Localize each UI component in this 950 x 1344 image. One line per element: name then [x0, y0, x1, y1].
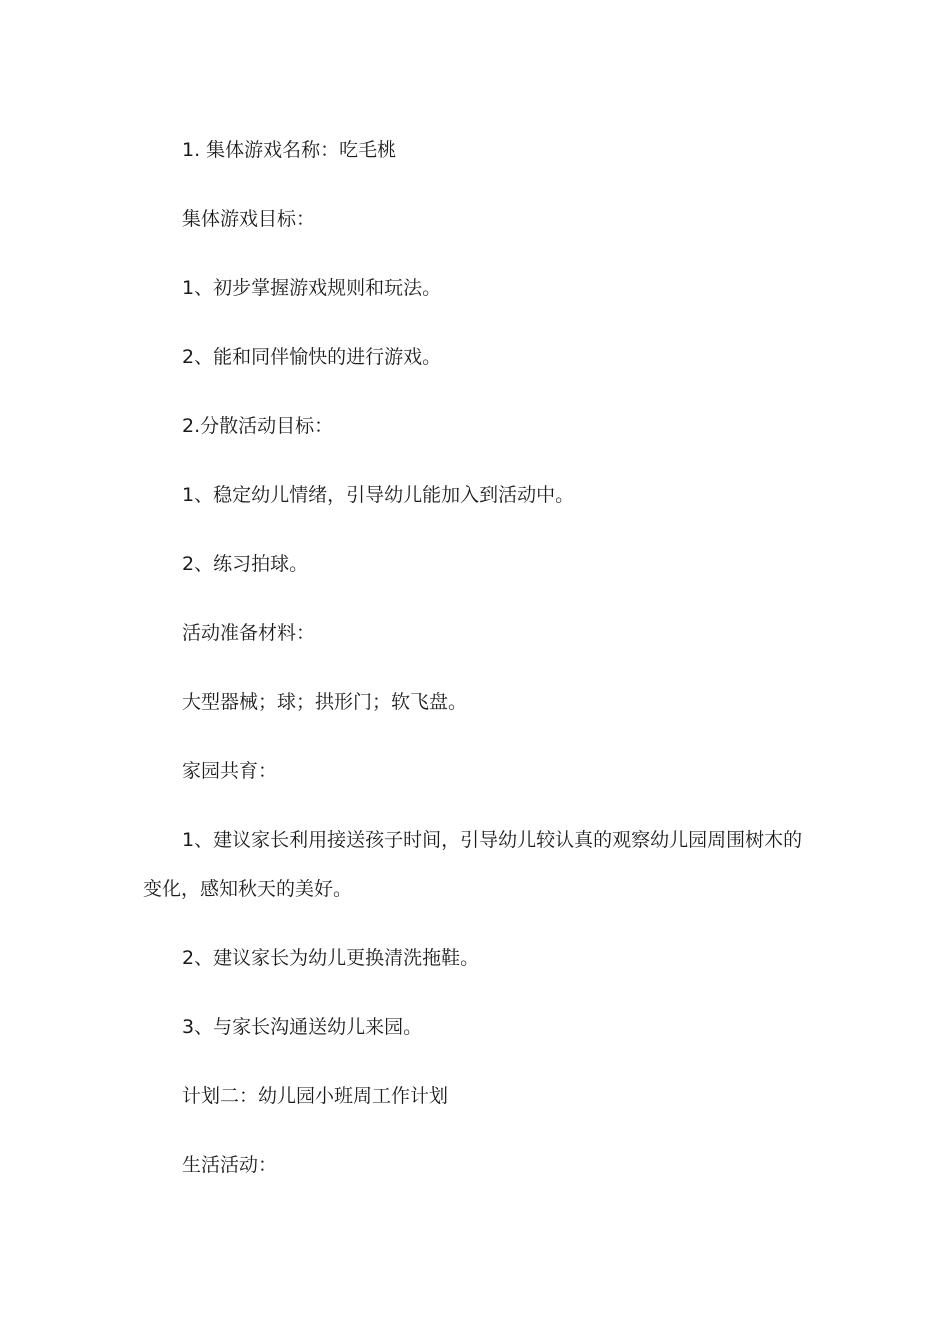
paragraph-home-school-3: 3、与家长沟通送幼儿来园。 [182, 1016, 423, 1038]
paragraph-game-goal-2: 2、能和同伴愉快的进行游戏。 [182, 346, 442, 368]
paragraph-game-goal-1: 1、初步掌握游戏规则和玩法。 [182, 277, 442, 299]
paragraph-home-school-1: 1、建议家长利用接送孩子时间，引导幼儿较认真的观察幼儿园周围树木的 [182, 829, 803, 851]
paragraph-activity-goal-1: 1、稳定幼儿情绪，引导幼儿能加入到活动中。 [182, 484, 575, 506]
paragraph-home-school-1-continued: 变化，感知秋天的美好。 [143, 878, 353, 900]
paragraph-activity-goal-heading: 2.分散活动目标： [182, 415, 334, 437]
paragraph-materials-heading: 活动准备材料： [182, 622, 316, 644]
paragraph-daily-life-heading: 生活活动： [182, 1154, 278, 1176]
paragraph-game-goal-heading: 集体游戏目标： [182, 208, 316, 230]
paragraph-plan-two-title: 计划二：幼儿园小班周工作计划 [182, 1085, 449, 1107]
paragraph-materials-list: 大型器械；球；拱形门；软飞盘。 [182, 691, 468, 713]
paragraph-home-school-heading: 家园共育： [182, 760, 278, 782]
paragraph-game-name: 1. 集体游戏名称：吃毛桃 [182, 139, 397, 161]
paragraph-activity-goal-2: 2、练习拍球。 [182, 553, 309, 575]
paragraph-home-school-2: 2、建议家长为幼儿更换清洗拖鞋。 [182, 947, 480, 969]
